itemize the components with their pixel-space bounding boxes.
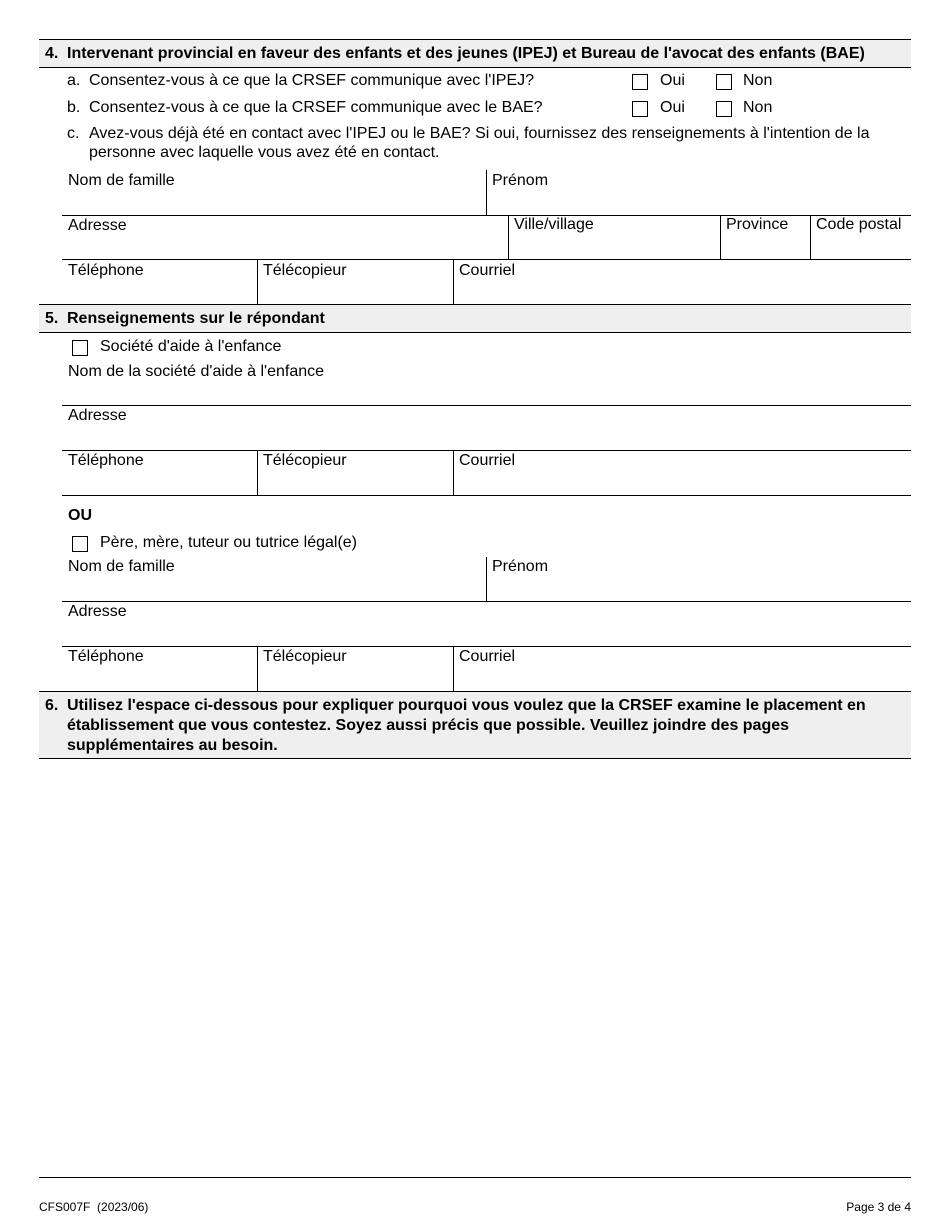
cas-email-label: Courriel xyxy=(459,452,516,469)
divider xyxy=(257,450,258,495)
cas-fax-field[interactable] xyxy=(259,473,451,494)
parent-first-name-label: Prénom xyxy=(492,558,549,575)
question-b-oui-label: Oui xyxy=(660,99,685,116)
parent-email-label: Courriel xyxy=(459,648,516,665)
phone-label: Téléphone xyxy=(68,262,144,279)
divider xyxy=(720,215,721,260)
divider xyxy=(257,646,258,691)
cas-name-label: Nom de la société d'aide à l'enfance xyxy=(68,363,325,380)
parent-address-label: Adresse xyxy=(68,603,127,620)
question-a-oui-label: Oui xyxy=(660,72,685,89)
divider xyxy=(508,215,509,260)
parent-last-name-field[interactable] xyxy=(62,579,484,600)
parent-first-name-field[interactable] xyxy=(488,579,910,600)
cas-address-label: Adresse xyxy=(68,407,127,424)
footer-divider xyxy=(39,1177,911,1178)
parent-phone-field[interactable] xyxy=(62,669,255,690)
section-number: 6. xyxy=(45,697,59,714)
cas-address-field[interactable] xyxy=(62,428,910,449)
section-5-header xyxy=(39,304,911,333)
parent-option-label: Père, mère, tuteur ou tutrice légal(e) xyxy=(100,534,358,551)
question-a-non-label: Non xyxy=(743,72,773,89)
province-label: Province xyxy=(726,216,789,233)
section-number: 5. xyxy=(45,310,59,327)
province-field[interactable] xyxy=(722,237,808,259)
section-title: Utilisez l'espace ci-dessous pour expliquer pourquoi vous voulez que la CRSEF examine le placement en établissement que vous contestez. Soyez aussi précis que possible. Veuillez joindre des pages supplémentaires au besoin. xyxy=(67,697,866,754)
page-number: Page 3 de 4 xyxy=(846,1200,911,1214)
city-label: Ville/village xyxy=(514,216,594,233)
section-number: 4. xyxy=(45,45,59,62)
divider xyxy=(453,259,454,304)
divider xyxy=(62,259,911,260)
section-title: Intervenant provincial en faveur des enfants et des jeunes (IPEJ) et Bureau de l'avocat des enfants (BAE) xyxy=(67,45,865,62)
divider xyxy=(486,170,487,215)
divider xyxy=(62,405,911,406)
first-name-label: Prénom xyxy=(492,172,549,189)
form-id: CFS007F (2023/06) xyxy=(39,1200,149,1214)
question-a-letter: a. xyxy=(67,72,81,89)
question-b-oui-checkbox[interactable] xyxy=(632,101,648,117)
parent-checkbox[interactable] xyxy=(72,536,88,552)
divider xyxy=(453,646,454,691)
question-a-oui-checkbox[interactable] xyxy=(632,74,648,90)
fax-label: Télécopieur xyxy=(263,262,347,279)
divider xyxy=(486,557,487,601)
cas-option-label: Société d'aide à l'enfance xyxy=(100,338,282,355)
section-title: Renseignements sur le répondant xyxy=(67,310,325,327)
explanation-textarea[interactable] xyxy=(39,762,915,1176)
question-a-non-checkbox[interactable] xyxy=(716,74,732,90)
section-6-header xyxy=(39,691,911,759)
address-label: Adresse xyxy=(68,217,127,234)
cas-phone-field[interactable] xyxy=(62,473,255,494)
email-field[interactable] xyxy=(455,282,910,303)
fax-field[interactable] xyxy=(259,282,451,303)
divider xyxy=(62,601,911,602)
section-4-header xyxy=(39,39,911,68)
question-c-letter: c. xyxy=(67,125,80,142)
question-b-letter: b. xyxy=(67,99,81,116)
cas-phone-label: Téléphone xyxy=(68,452,144,469)
divider xyxy=(453,450,454,495)
phone-field[interactable] xyxy=(62,282,255,303)
parent-fax-label: Télécopieur xyxy=(263,648,347,665)
cas-fax-label: Télécopieur xyxy=(263,452,347,469)
last-name-label: Nom de famille xyxy=(68,172,175,189)
parent-phone-label: Téléphone xyxy=(68,648,144,665)
postal-code-label: Code postal xyxy=(816,216,902,233)
parent-fax-field[interactable] xyxy=(259,669,451,690)
question-b-non-label: Non xyxy=(743,99,773,116)
first-name-field[interactable] xyxy=(488,192,910,214)
postal-code-field[interactable] xyxy=(812,237,910,259)
parent-last-name-label: Nom de famille xyxy=(68,558,175,575)
city-field[interactable] xyxy=(510,237,718,259)
divider xyxy=(62,495,911,496)
cas-email-field[interactable] xyxy=(455,473,910,494)
address-field[interactable] xyxy=(62,237,506,259)
question-b-text: Consentez-vous à ce que la CRSEF communique avec le BAE? xyxy=(89,99,543,116)
cas-checkbox[interactable] xyxy=(72,340,88,356)
last-name-field[interactable] xyxy=(62,192,484,214)
parent-email-field[interactable] xyxy=(455,669,910,690)
question-c-text: Avez-vous déjà été en contact avec l'IPEJ ou le BAE? Si oui, fournissez des renseignements à l'intention de la personne avec laquelle vous avez été en contact. xyxy=(89,125,870,161)
question-a-text: Consentez-vous à ce que la CRSEF communique avec l'IPEJ? xyxy=(89,72,535,89)
or-label: OU xyxy=(68,507,92,524)
question-b-non-checkbox[interactable] xyxy=(716,101,732,117)
email-label: Courriel xyxy=(459,262,516,279)
parent-address-field[interactable] xyxy=(62,624,910,645)
cas-name-field[interactable] xyxy=(62,383,910,404)
divider xyxy=(257,259,258,304)
divider xyxy=(810,215,811,260)
